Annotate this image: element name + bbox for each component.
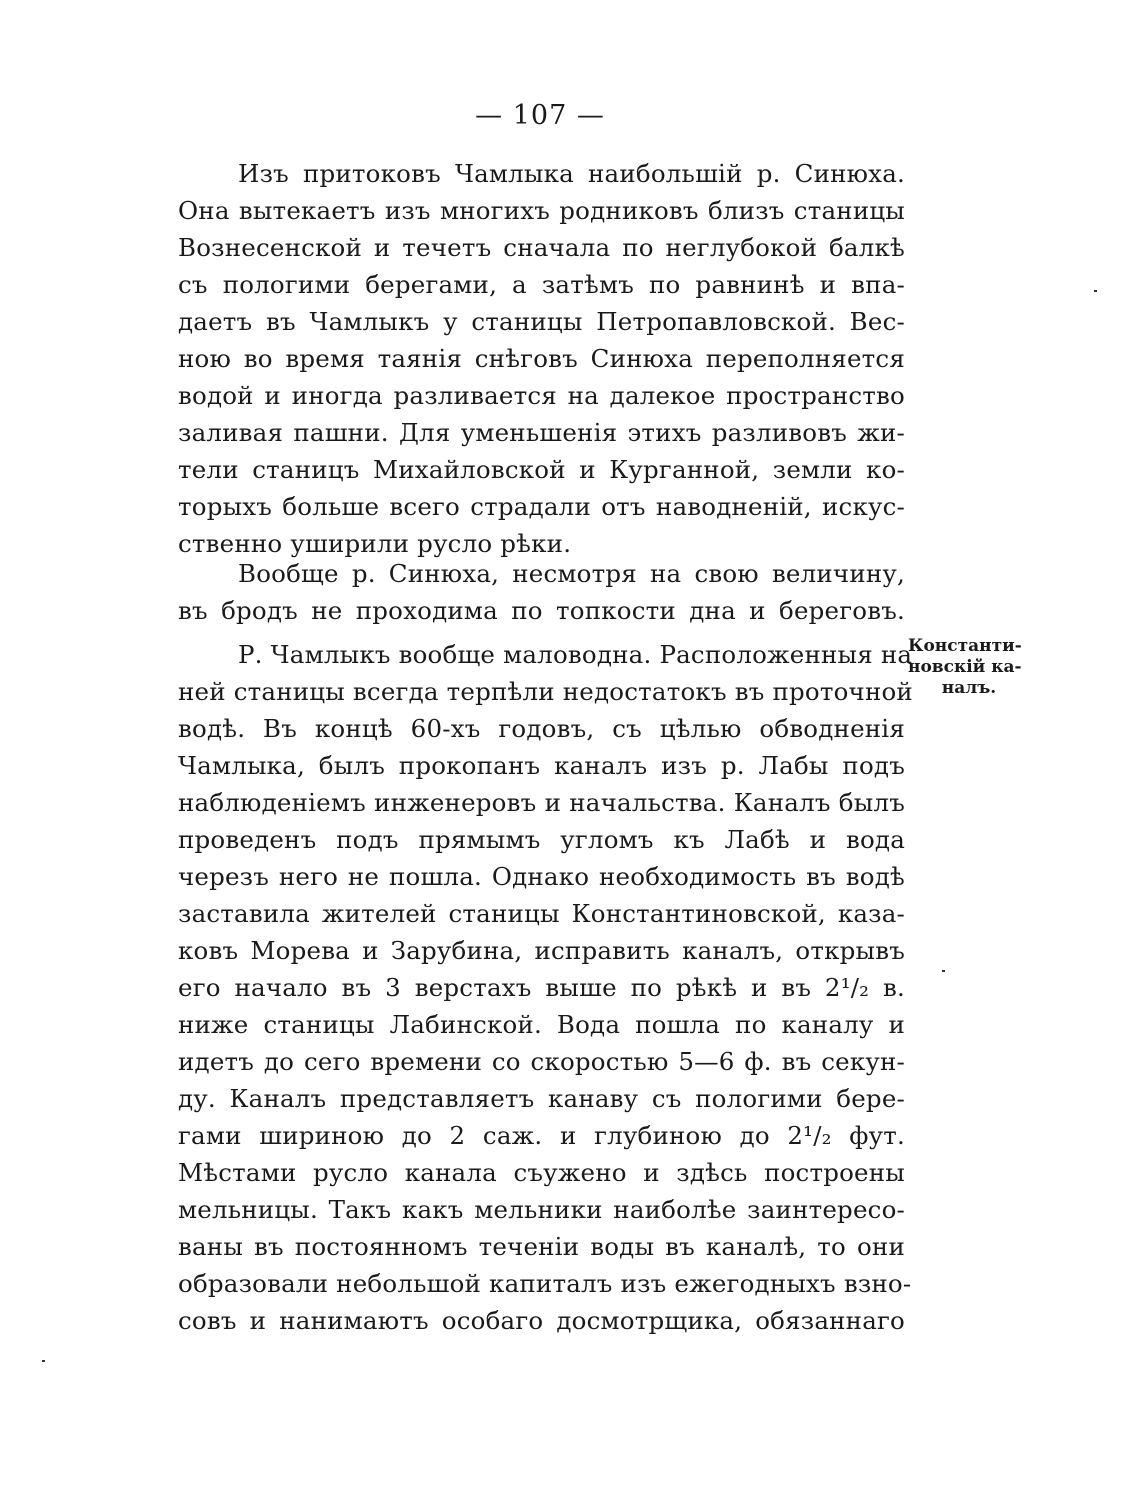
text-line: даетъ въ Чамлыкъ у станицы Петропавловской. Вес- — [178, 307, 905, 336]
text-line: заливая пашни. Для уменьшенія этихъ разливовъ жи- — [178, 418, 905, 447]
margin-note — [908, 636, 1030, 699]
text-line: образовали небольшой капиталъ изъ ежегодныхъ взно- — [178, 1269, 912, 1298]
text-line: водой и иногда разливается на далекое пространство — [178, 381, 905, 410]
paragraph-sinyukha — [178, 155, 905, 562]
text-line: ней станицы всегда терпѣли недостатокъ въ проточной — [178, 677, 913, 706]
text-line: съ пологими берегами, а затѣмъ по равнинѣ и впа- — [178, 270, 905, 299]
text-line: мельницы. Такъ какъ мельники наиболѣе заинтересо- — [178, 1195, 905, 1224]
text-line: его начало въ 3 верстахъ выше по рѣкѣ и въ 2¹/₂ в. — [178, 973, 905, 1002]
scan-speck — [1094, 290, 1097, 292]
page-number: — 107 — — [475, 100, 605, 131]
text-line: идетъ до сего времени со скоростью 5—6 ф. въ секун- — [178, 1047, 905, 1076]
text-line: тели станицъ Михайловской и Курганной, земли ко- — [178, 455, 905, 484]
text-line: ваны въ постоянномъ теченіи воды въ каналѣ, то они — [178, 1232, 905, 1261]
text-line: Вообще р. Синюха, несмотря на свою величину, — [238, 559, 905, 588]
text-line: торыхъ больше всего страдали отъ наводненій, искус- — [178, 492, 905, 521]
text-line: проведенъ подъ прямымъ угломъ къ Лабѣ и вода — [178, 825, 905, 854]
text-line: Чамлыка, былъ прокопанъ каналъ изъ р. Лабы подъ — [178, 751, 905, 780]
text-line: Р. Чамлыкъ вообще маловодна. Расположенныя на — [238, 640, 913, 669]
text-line: ственно уширили русло рѣки. — [178, 529, 572, 558]
text-line: Изъ притоковъ Чамлыка наибольшій р. Синюха. — [238, 159, 905, 188]
text-line: въ бродъ не проходима по топкости дна и береговъ. — [178, 596, 905, 625]
text-line: заставила жителей станицы Константиновской, каза- — [178, 899, 905, 928]
paragraph-chamlyk-canal — [178, 636, 913, 1339]
scan-speck — [942, 970, 945, 972]
scan-speck — [42, 1360, 45, 1362]
text-line: ковъ Морева и Зарубина, исправить каналъ, открывъ — [178, 936, 905, 965]
text-line: черезъ него не пошла. Однако необходимость въ водѣ — [178, 862, 905, 891]
paragraph-sinyukha-ford — [178, 555, 905, 629]
text-line: ниже станицы Лабинской. Вода пошла по каналу и — [178, 1010, 905, 1039]
text-line: водѣ. Въ концѣ 60-хъ годовъ, съ цѣлью обводненія — [178, 714, 905, 743]
margin-note-line: новскій ка- — [908, 657, 1022, 677]
text-line: наблюденіемъ инженеровъ и начальства. Каналъ былъ — [178, 788, 905, 817]
text-line: совъ и нанимаютъ особаго досмотрщика, обязаннаго — [178, 1306, 905, 1335]
text-line: гами шириною до 2 саж. и глубиною до 2¹/₂ фут. — [178, 1121, 905, 1150]
text-line: Она вытекаетъ изъ многихъ родниковъ близъ станицы — [178, 196, 905, 225]
text-line: ною во время таянія снѣговъ Синюха переполняется — [178, 344, 905, 373]
text-line: Вознесенской и течетъ сначала по неглубокой балкѣ — [178, 233, 905, 262]
margin-note-line: налъ. — [941, 678, 997, 698]
margin-note-line: Константи- — [908, 636, 1022, 656]
text-line: Мѣстами русло канала съужено и здѣсь построены — [178, 1158, 905, 1187]
text-line: ду. Каналъ представляетъ канаву съ пологими бере- — [178, 1084, 905, 1113]
